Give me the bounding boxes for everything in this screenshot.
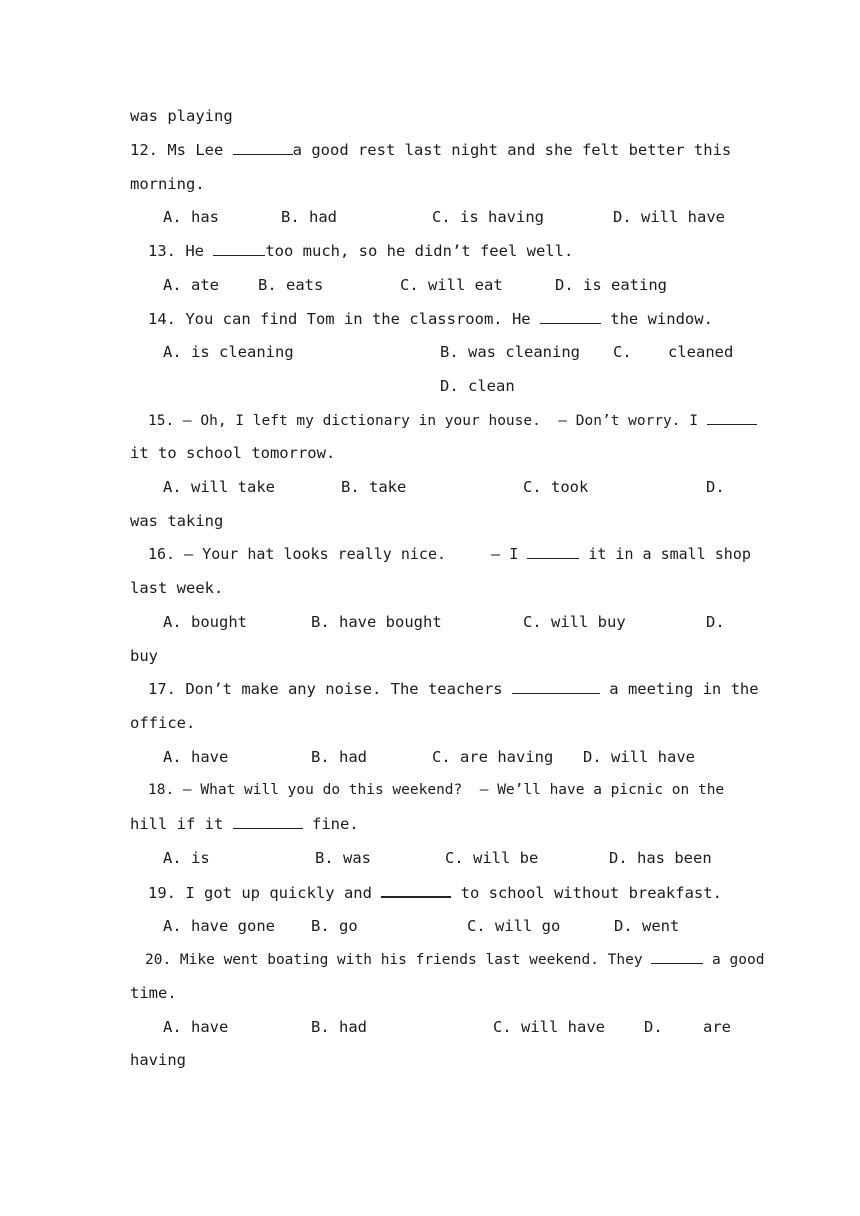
option-a: A. ate [163, 276, 219, 294]
answer-blank [233, 814, 303, 829]
option-d: D. clean [440, 377, 515, 395]
answer-blank [527, 544, 579, 559]
option-c: C. will be [445, 849, 539, 867]
option-c: C. will eat [400, 276, 503, 294]
text-line: was playing [130, 107, 233, 125]
option-b: B. go [311, 917, 358, 935]
option-c: C. will go [467, 917, 561, 935]
option-b: B. eats [258, 276, 324, 294]
option-d-text-cont: having [130, 1051, 186, 1069]
question-17-stem: 17. Don’t make any noise. The teachers a meeting in the [148, 680, 759, 698]
question-20-stem-cont: time. [130, 984, 177, 1002]
option-a: A. is [163, 849, 210, 867]
option-c-text: cleaned [668, 343, 734, 361]
option-d-text: buy [130, 647, 158, 665]
question-17-stem-cont: office. [130, 714, 196, 732]
option-b: B. had [311, 748, 367, 766]
question-14-stem: 14. You can find Tom in the classroom. He the window. [148, 310, 713, 328]
answer-blank [213, 241, 265, 256]
option-a: A. have [163, 748, 229, 766]
question-19-stem: 19. I got up quickly and to school without breakfast. [148, 884, 722, 902]
option-c: C. took [523, 478, 589, 496]
option-a: A. have gone [163, 917, 275, 935]
question-15-stem: 15. — Oh, I left my dictionary in your house. — Don’t worry. I [148, 410, 757, 431]
question-18-stem: 18. — What will you do this weekend? — We’ll have a picnic on the [148, 782, 725, 798]
option-a: A. have [163, 1018, 229, 1036]
option-c: C. will buy [523, 613, 626, 631]
option-d: D. [706, 613, 725, 631]
option-a: A. will take [163, 478, 275, 496]
question-15-stem-cont: it to school tomorrow. [130, 444, 336, 462]
option-b: B. had [281, 208, 337, 226]
option-c: C. are having [432, 748, 554, 766]
question-12-stem-cont: morning. [130, 175, 205, 193]
option-b: B. take [341, 478, 407, 496]
option-d: D. has been [609, 849, 712, 867]
question-16-stem: 16. — Your hat looks really nice. — I it in a small shop [148, 545, 751, 563]
option-d: D. is eating [555, 276, 667, 294]
option-b: B. had [311, 1018, 367, 1036]
question-20-stem: 20. Mike went boating with his friends last weekend. They a good [145, 949, 764, 970]
option-d-text: was taking [130, 512, 224, 530]
option-d: D. [706, 478, 725, 496]
option-b: B. was [315, 849, 371, 867]
option-d: D. will have [583, 748, 695, 766]
option-a: A. has [163, 208, 219, 226]
option-c: C. will have [493, 1018, 605, 1036]
question-13-stem: 13. He too much, so he didn’t feel well. [148, 242, 574, 260]
answer-blank [707, 410, 757, 425]
answer-blank [512, 679, 600, 694]
question-18-stem-cont: hill if it fine. [130, 815, 359, 833]
option-b: B. have bought [311, 613, 442, 631]
option-d: D. will have [613, 208, 725, 226]
option-d: D. [644, 1018, 663, 1036]
option-d-text: are [703, 1018, 731, 1036]
answer-blank [651, 949, 703, 964]
answer-blank [233, 140, 293, 155]
option-a: A. is cleaning [163, 343, 294, 361]
answer-blank [381, 882, 451, 898]
answer-blank [540, 309, 601, 324]
option-d: D. went [614, 917, 680, 935]
question-12-stem: 12. Ms Lee a good rest last night and she felt better this [130, 141, 732, 159]
option-c: C. is having [432, 208, 544, 226]
option-c: C. [613, 343, 632, 361]
option-a: A. bought [163, 613, 247, 631]
option-b: B. was cleaning [440, 343, 580, 361]
question-16-stem-cont: last week. [130, 579, 224, 597]
